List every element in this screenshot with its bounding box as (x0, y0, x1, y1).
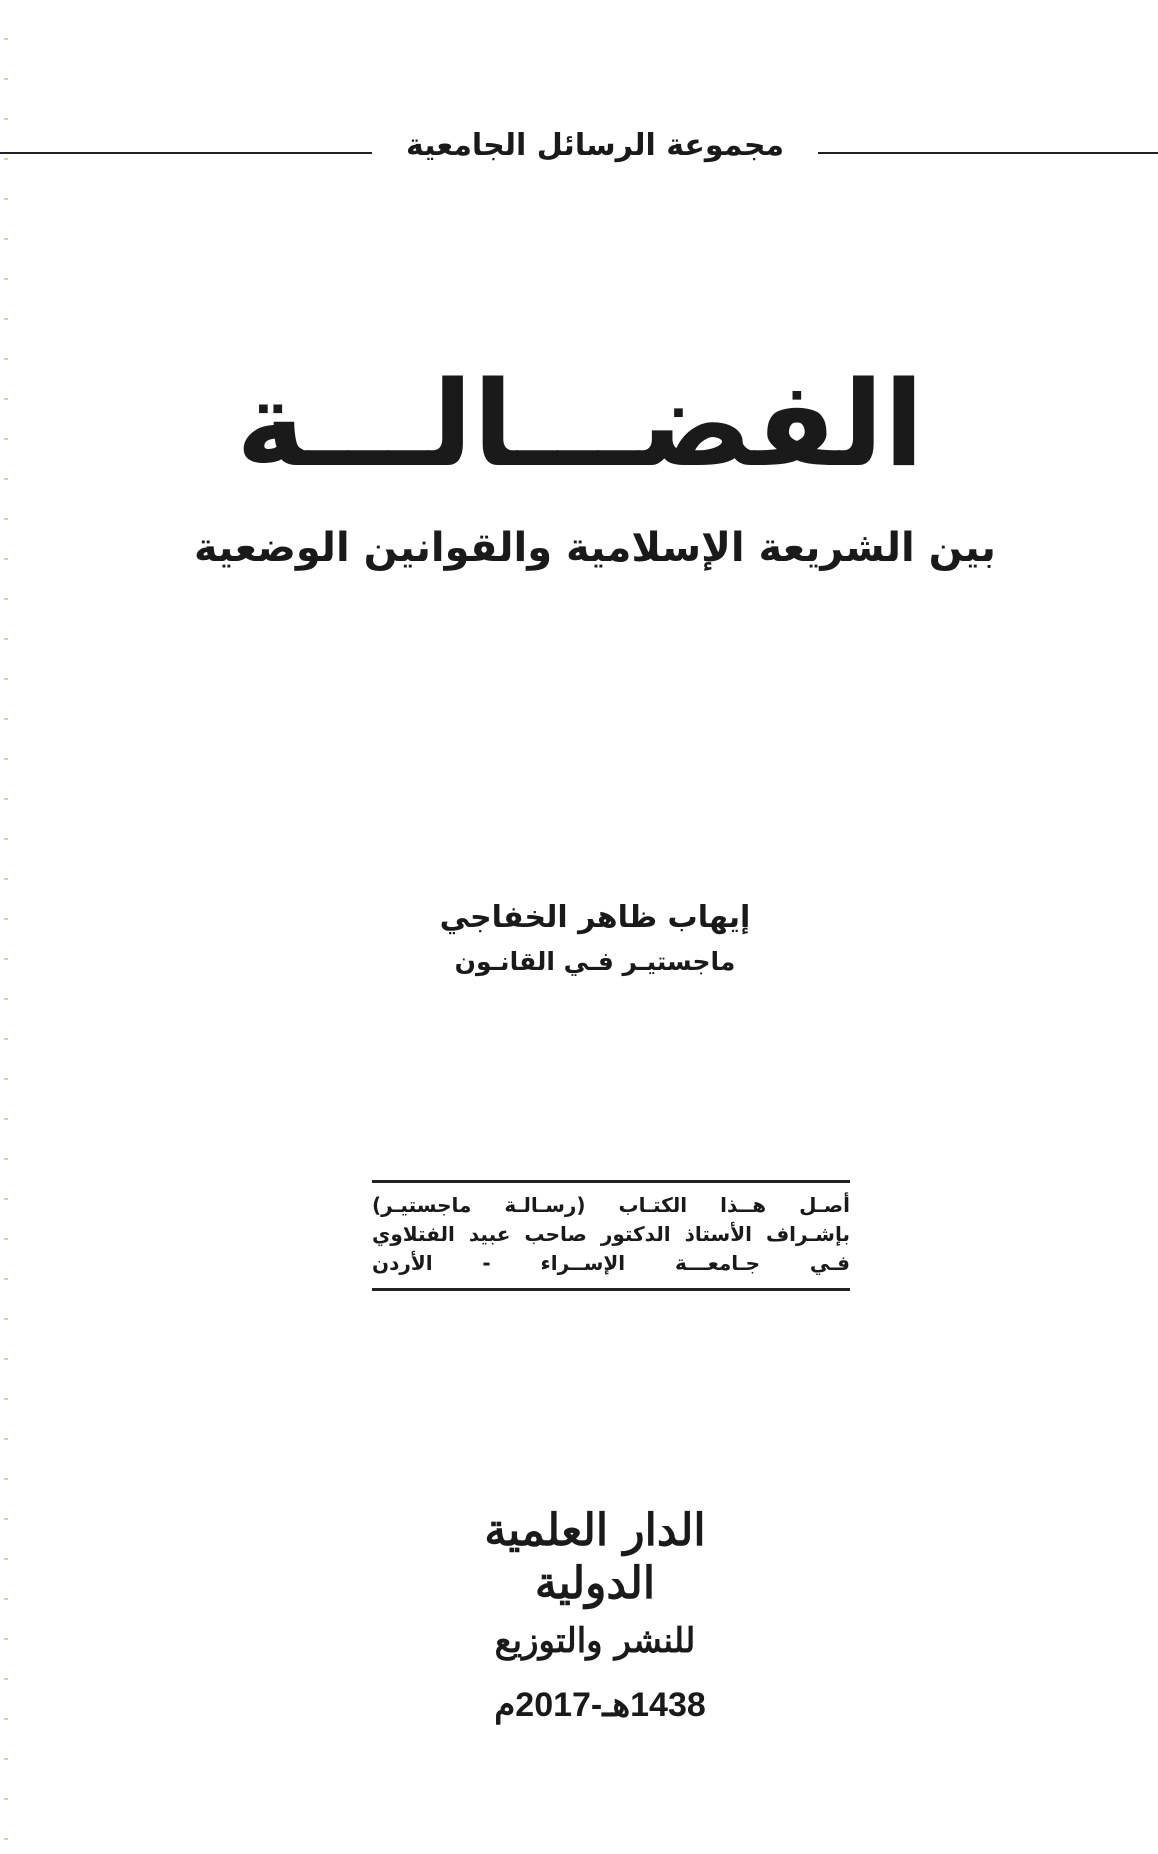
series-rule-right (818, 152, 1158, 154)
origin-line: فـي جـامعـــة الإســراء - الأردن (372, 1251, 850, 1275)
thesis-origin-box (372, 1180, 850, 1291)
author-degree: ماجستيـر فـي القانـون (454, 947, 736, 976)
publisher-logo (440, 1505, 750, 1661)
publication-year: 1438هـ-2017م (494, 1686, 706, 1724)
author-block (420, 900, 770, 976)
binding-edge-marks (4, 0, 8, 1854)
book-subtitle: بين الشريعة الإسلامية والقوانين الوضعية (194, 525, 996, 571)
series-header (0, 128, 1158, 168)
publisher-subtitle: للنشر والتوزيع (494, 1620, 696, 1661)
origin-line: أصـل هــذا الكتـاب (رسـالـة ماجستيـر) (372, 1193, 850, 1217)
origin-line: بإشـراف الأستاذ الدكتور صاحب عبيد الفتلاوي (372, 1222, 850, 1246)
author-name: إيهاب ظاهر الخفاجي (439, 900, 751, 935)
series-title: مجموعة الرسائل الجامعية (405, 128, 785, 163)
book-title: الفضـــالـــة (235, 355, 925, 493)
series-rule-left (0, 152, 372, 154)
publisher-name: الدار العلمية الدولية (484, 1505, 706, 1609)
